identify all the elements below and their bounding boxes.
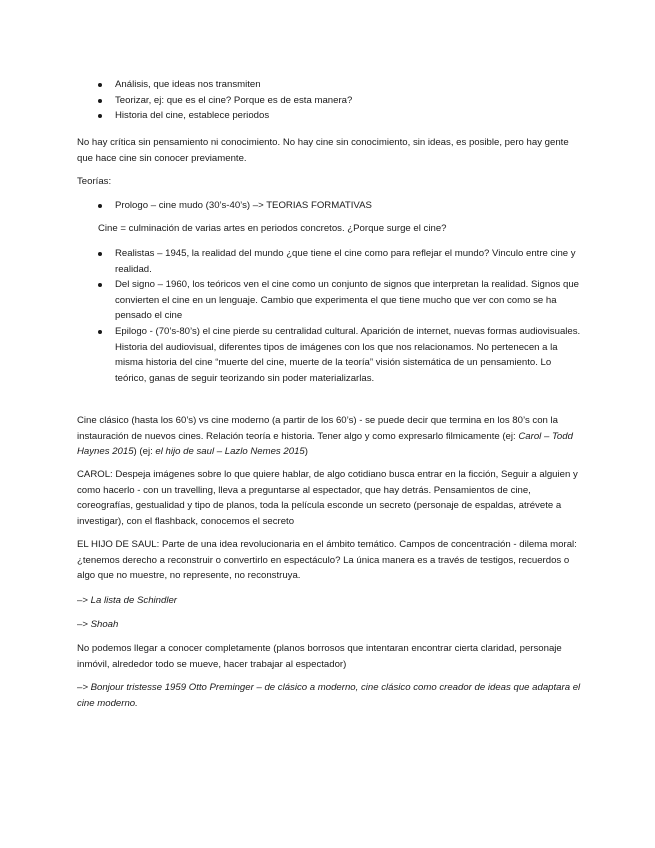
list-item: Análisis, que ideas nos transmiten	[98, 77, 598, 93]
carol-reference: Carol – Todd Haynes 2015	[77, 430, 573, 458]
paragraph-conocer: No podemos llegar a conocer completamente (planos borrosos que intentaran encontrar cierta claridad, personaje inmóvil, alrededor todo se mueve, hacer trabajar al espectador)	[77, 643, 562, 670]
list-item: Del signo – 1960, los teóricos ven el cine como un conjunto de signos que interpretan la realidad. Signos que convierten el cine en un lenguaje. Cambio que experimenta el que tiene mucho que ver con como se ha pensado el cine	[98, 277, 583, 324]
list-item: Prologo – cine mudo (30’s-40’s) –> TEORIAS FORMATIVAS	[98, 198, 598, 214]
list-item: Realistas – 1945, la realidad del mundo ¿que tiene el cine como para reflejar el mundo? Vinculo entre cine y realidad.	[98, 246, 583, 277]
intro-list	[98, 77, 598, 124]
teorias-list	[98, 198, 598, 214]
clasico-end: )	[304, 446, 308, 458]
schindler-title: La lista de Schindler	[90, 595, 178, 606]
list-item: Historia del cine, establece periodos	[98, 108, 598, 124]
list-item: Teorizar, ej: que es el cine? Porque es de esta manera?	[98, 93, 598, 109]
saul-reference: el hijo de saul – Lazlo Nemes 2015	[155, 446, 305, 458]
clasico-text: Cine clásico (hasta los 60’s) vs cine moderno (a partir de los 60’s) - se puede decir que termina en los 80’s con la instauración de nuevos cines. Relación teoría e historia. Tener algo y como expresarlo filmicamente (ej:	[77, 415, 559, 442]
reference-shoah	[77, 617, 582, 633]
arrow: –>	[77, 595, 91, 606]
paragraph-cine-definicion: Cine = culminación de varias artes en periodos concretos. ¿Porque surge el cine?	[98, 223, 447, 234]
paragraph-carol: CAROL: Despeja imágenes sobre lo que quiere hablar, de algo cotidiano busca entrar en la ficción, Seguir a alguien y como hacerlo - con un travelling, lleva a preguntarse al espectador, que hay detrás. Pensamientos de cine, coreografías, gestualidad y tipo de planos, toda la película esconde un secreto (personaje de espaldas, atrévete a investigar), con el flashback, conocemos el secreto	[77, 469, 578, 527]
list-item: Epilogo - (70’s-80’s) el cine pierde su centralidad cultural. Aparición de internet, nuevas formas audiovisuales. Historia del audiovisual, diferentes tipos de imágenes con los que nos relacionamos. No pertenecen a la misma historia del cine “muerte del cine, muerte de la teoría” visión sistemática de un pensamiento. Lo teórico, ganas de seguir teorizando sin poder materializarlas.	[98, 324, 583, 386]
paragraph-clasico-moderno	[77, 413, 582, 460]
paragraph-critica: No hay crítica sin pensamiento ni conocimiento. No hay cine sin conocimiento, sin ideas, es posible, pero hay gente que hace cine sin conocer previamente.	[77, 137, 569, 164]
heading-teorias: Teorías:	[77, 176, 112, 187]
reference-schindler	[77, 593, 582, 609]
shoah-title: Shoah	[90, 619, 119, 630]
paragraph-bonjour-tristesse: –> Bonjour tristesse 1959 Otto Preminger – de clásico a moderno, cine clásico como creador de ideas que adaptara el cine moderno.	[77, 682, 581, 709]
periodos-list	[98, 246, 583, 386]
paragraph-saul: EL HIJO DE SAUL: Parte de una idea revolucionaria en el ámbito temático. Campos de concentración - dilema moral: ¿tenemos derecho a reconstruir o convertirlo en espectáculo? La única manera es a través de testigos, recuerdos o algo que no muestre, no represente, no reconstruya.	[77, 539, 577, 582]
arrow: –>	[77, 619, 91, 630]
clasico-mid: ) (ej:	[133, 446, 156, 458]
